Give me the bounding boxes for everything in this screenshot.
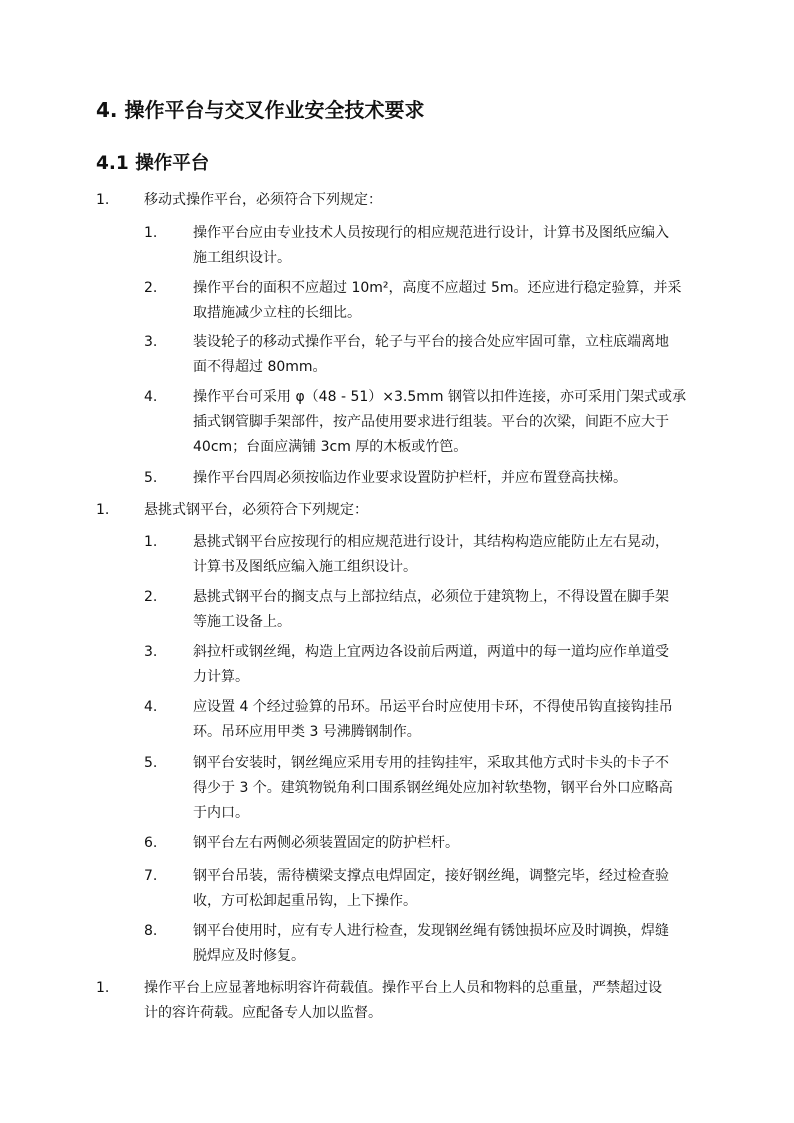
sublist-item-line: 应设置 4 个经过验算的吊环。吊运平台时应使用卡环，不得使吊钩直接钩挂吊 bbox=[193, 699, 673, 715]
sublist-item-line: 悬挑式钢平台应按现行的相应规范进行设计，其结构构造应能防止左右晃动， bbox=[193, 534, 669, 550]
sublist-item-line: 钢平台吊装，需待横梁支撑点电焊固定，接好钢丝绳，调整完毕，经过检查验 bbox=[193, 868, 669, 884]
list-item-line: 计的容许荷载。应配备专人加以监督。 bbox=[144, 1005, 382, 1021]
sublist-item-line: 取措施减少立柱的长细比。 bbox=[193, 305, 361, 321]
page-title: 4. 操作平台与交叉作业安全技术要求 bbox=[96, 98, 425, 122]
sublist-item-number: 3. bbox=[144, 334, 158, 350]
sublist-item-number: 2. bbox=[144, 589, 158, 605]
sublist-item-line: 施工组织设计。 bbox=[193, 250, 291, 266]
sublist-item-line: 装设轮子的移动式操作平台，轮子与平台的接合处应牢固可靠，立柱底端离地 bbox=[193, 334, 669, 350]
sublist-item-number: 5. bbox=[144, 755, 158, 771]
sublist-item-number: 4. bbox=[144, 699, 158, 715]
sublist-item-line: 操作平台四周必须按临边作业要求设置防护栏杆，并应布置登高扶梯。 bbox=[193, 470, 627, 486]
sublist-item-line: 于内口。 bbox=[193, 805, 249, 821]
sublist-item-line: 力计算。 bbox=[193, 669, 249, 685]
sublist-item-number: 8. bbox=[144, 923, 158, 939]
sublist-item-line: 操作平台可采用 φ（48 - 51）×3.5mm 钢管以扣件连接，亦可采用门架式或承 bbox=[193, 389, 686, 405]
sublist-item-number: 7. bbox=[144, 868, 158, 884]
sublist-item-number: 1. bbox=[144, 225, 158, 241]
sublist-item-number: 5. bbox=[144, 470, 158, 486]
sublist-item-line: 斜拉杆或钢丝绳，构造上宜两边各设前后两道，两道中的每一道均应作单道受 bbox=[193, 644, 669, 660]
sublist-item-line: 操作平台的面积不应超过 10m²，高度不应超过 5m。还应进行稳定验算，并采 bbox=[193, 280, 682, 296]
list-item-text: 悬挑式钢平台，必须符合下列规定： bbox=[144, 502, 368, 518]
sublist-item-line: 插式钢管脚手架部件，按产品使用要求进行组装。平台的次梁，间距不应大于 bbox=[193, 414, 669, 430]
sublist-item-line: 钢平台左右两侧必须装置固定的防护栏杆。 bbox=[193, 835, 459, 851]
sublist-item-line: 脱焊应及时修复。 bbox=[193, 948, 305, 964]
sublist-item-line: 悬挑式钢平台的搁支点与上部拉结点，必须位于建筑物上，不得设置在脚手架 bbox=[193, 589, 669, 605]
sublist-item-line: 钢平台安装时，钢丝绳应采用专用的挂钩挂牢，采取其他方式时卡头的卡子不 bbox=[193, 755, 669, 771]
sublist-item-line: 计算书及图纸应编入施工组织设计。 bbox=[193, 559, 417, 575]
list-item-text: 移动式操作平台，必须符合下列规定： bbox=[144, 192, 382, 208]
sublist-item-number: 6. bbox=[144, 835, 158, 851]
list-item-number: 1. bbox=[96, 980, 110, 996]
section-heading: 4.1 操作平台 bbox=[96, 153, 210, 174]
sublist-item-line: 收，方可松卸起重吊钩，上下操作。 bbox=[193, 893, 417, 909]
sublist-item-line: 面不得超过 80mm。 bbox=[193, 359, 327, 375]
sublist-item-line: 操作平台应由专业技术人员按现行的相应规范进行设计，计算书及图纸应编入 bbox=[193, 225, 669, 241]
sublist-item-line: 40cm；台面应满铺 3cm 厚的木板或竹笆。 bbox=[193, 439, 468, 455]
sublist-item-line: 钢平台使用时，应有专人进行检查，发现钢丝绳有锈蚀损坏应及时调换，焊缝 bbox=[193, 923, 669, 939]
list-item-number: 1. bbox=[96, 192, 110, 208]
sublist-item-line: 等施工设备上。 bbox=[193, 614, 291, 630]
list-item-number: 1. bbox=[96, 502, 110, 518]
sublist-item-number: 3. bbox=[144, 644, 158, 660]
sublist-item-number: 1. bbox=[144, 534, 158, 550]
list-item-line: 操作平台上应显著地标明容许荷载值。操作平台上人员和物料的总重量，严禁超过设 bbox=[144, 980, 662, 996]
sublist-item-number: 2. bbox=[144, 280, 158, 296]
sublist-item-line: 环。吊环应用甲类 3 号沸腾钢制作。 bbox=[193, 724, 421, 740]
sublist-item-line: 得少于 3 个。建筑物锐角利口围系钢丝绳处应加衬软垫物，钢平台外口应略高 bbox=[193, 780, 673, 796]
sublist-item-number: 4. bbox=[144, 389, 158, 405]
